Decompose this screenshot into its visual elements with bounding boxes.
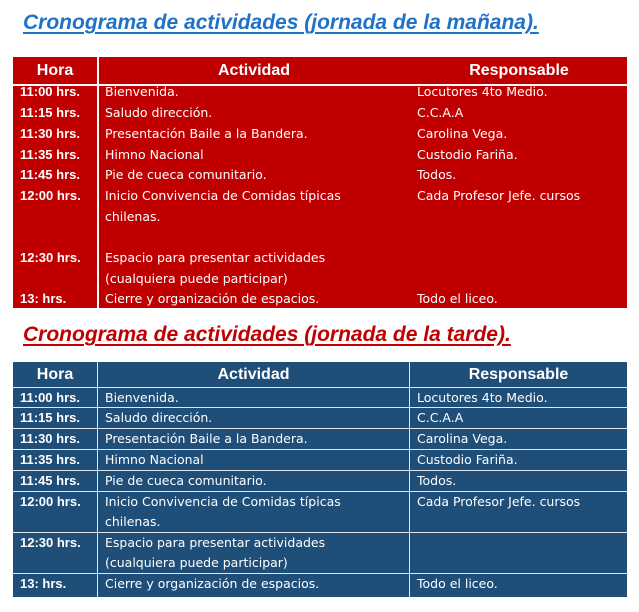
row-responsable: Todos. <box>417 167 457 182</box>
header-actividad: Actividad <box>217 366 290 383</box>
column-divider <box>97 362 98 597</box>
row-hora: 13: hrs. <box>20 576 67 591</box>
row-actividad-line2: (cualquiera puede participar) <box>105 271 288 286</box>
row-actividad: Cierre y organización de espacios. <box>105 576 320 591</box>
row-hora: 11:35 hrs. <box>20 452 80 467</box>
row-responsable: Custodio Fariña. <box>417 147 518 162</box>
header-responsable: Responsable <box>469 62 569 79</box>
row-actividad: Inicio Convivencia de Comidas típicas <box>105 494 341 509</box>
row-responsable: Todo el liceo. <box>417 291 498 306</box>
row-actividad: Saludo dirección. <box>105 410 213 425</box>
row-hora: 12:30 hrs. <box>20 250 81 265</box>
row-hora: 12:00 hrs. <box>20 494 81 509</box>
row-hora: 11:45 hrs. <box>20 167 80 182</box>
row-responsable: Locutores 4to Medio. <box>417 390 548 405</box>
column-divider <box>409 362 410 597</box>
header-hora: Hora <box>36 62 74 79</box>
row-actividad: Presentación Baile a la Bandera. <box>105 126 308 141</box>
row-hora: 11:45 hrs. <box>20 473 80 488</box>
column-divider <box>97 57 99 308</box>
header-responsable: Responsable <box>468 366 569 383</box>
row-actividad: Espacio para presentar actividades <box>105 250 326 265</box>
row-actividad-line2: (cualquiera puede participar) <box>105 555 288 570</box>
row-actividad-line2: chilenas. <box>105 514 161 529</box>
morning-schedule-table <box>13 57 627 308</box>
row-hora: 11:35 hrs. <box>20 147 80 162</box>
header-hora: Hora <box>36 366 74 383</box>
row-actividad: Presentación Baile a la Bandera. <box>105 431 308 446</box>
row-responsable: Carolina Vega. <box>417 431 508 446</box>
row-responsable: Carolina Vega. <box>417 126 508 141</box>
row-actividad: Bienvenida. <box>105 390 179 405</box>
row-actividad: Himno Nacional <box>105 452 204 467</box>
row-hora: 11:15 hrs. <box>20 410 80 425</box>
afternoon-schedule-title: Cronograma de actividades (jornada de la tarde). <box>23 323 511 346</box>
row-actividad: Bienvenida. <box>105 84 179 99</box>
row-responsable: Todos. <box>417 473 457 488</box>
row-actividad: Saludo dirección. <box>105 105 213 120</box>
row-hora: 11:15 hrs. <box>20 105 80 120</box>
row-responsable: C.C.A.A <box>417 105 464 120</box>
row-hora: 11:00 hrs. <box>20 390 80 405</box>
row-hora: 11:30 hrs. <box>20 431 80 446</box>
row-hora: 11:00 hrs. <box>20 84 80 99</box>
row-actividad: Pie de cueca comunitario. <box>105 167 267 182</box>
row-actividad: Inicio Convivencia de Comidas típicas <box>105 188 341 203</box>
row-actividad: Pie de cueca comunitario. <box>105 473 267 488</box>
morning-schedule-title: Cronograma de actividades (jornada de la mañana). <box>23 11 539 34</box>
row-hora: 11:30 hrs. <box>20 126 80 141</box>
row-responsable: Todo el liceo. <box>417 576 498 591</box>
row-hora: 12:00 hrs. <box>20 188 81 203</box>
row-actividad: Cierre y organización de espacios. <box>105 291 320 306</box>
row-hora: 13: hrs. <box>20 291 67 306</box>
row-responsable: C.C.A.A <box>417 410 464 425</box>
header-actividad: Actividad <box>217 62 290 79</box>
row-hora: 12:30 hrs. <box>20 535 81 550</box>
row-responsable: Locutores 4to Medio. <box>417 84 548 99</box>
row-actividad: Espacio para presentar actividades <box>105 535 326 550</box>
row-responsable: Cada Profesor Jefe. cursos <box>417 494 581 509</box>
row-responsable: Cada Profesor Jefe. cursos <box>417 188 581 203</box>
row-actividad: Himno Nacional <box>105 147 204 162</box>
afternoon-schedule-table <box>13 362 627 597</box>
row-responsable: Custodio Fariña. <box>417 452 518 467</box>
row-actividad-line2: chilenas. <box>105 209 161 224</box>
